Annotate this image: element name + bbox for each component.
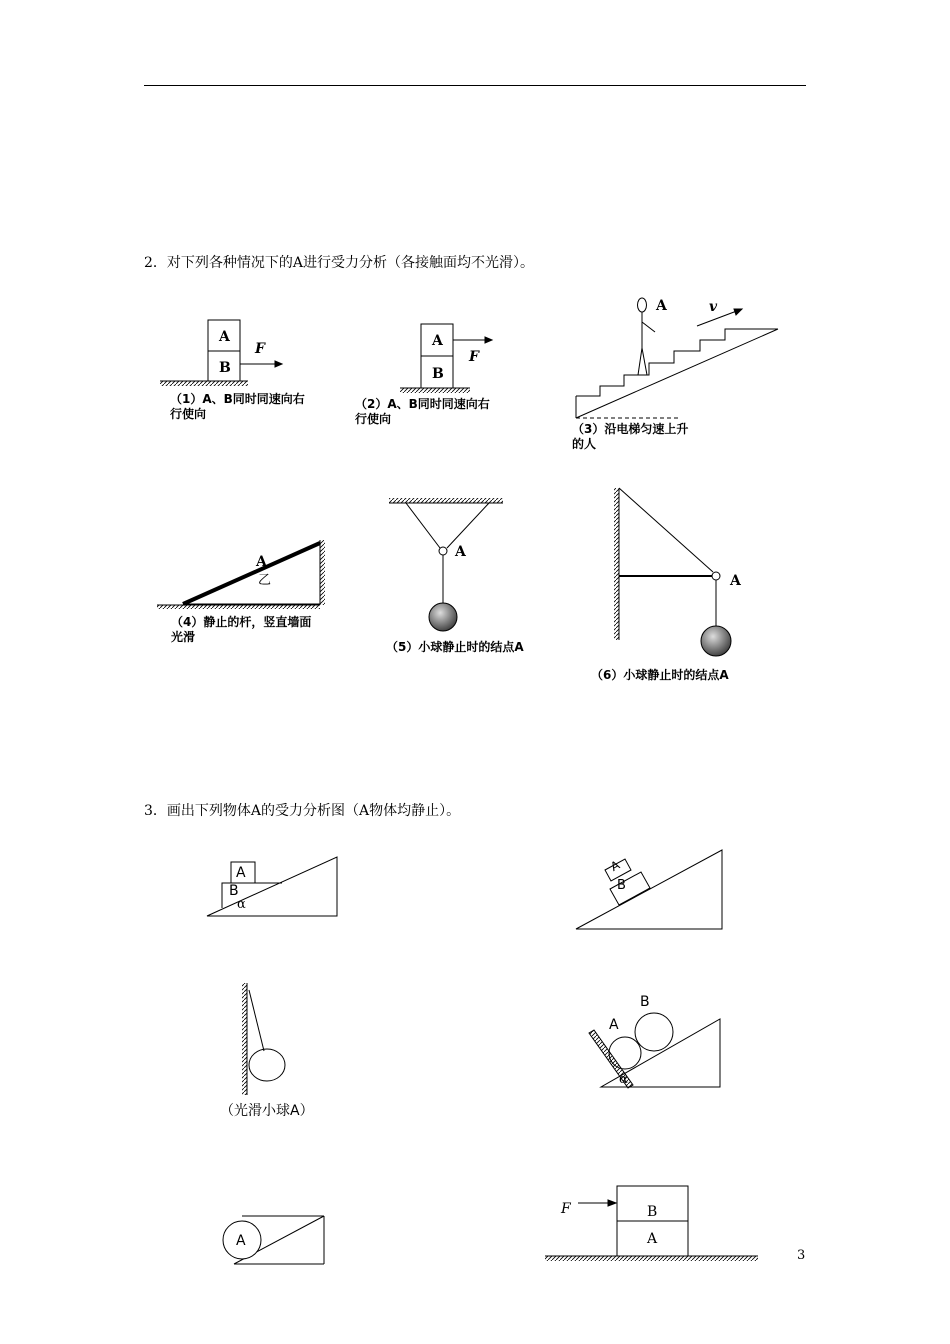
q2-3-label-a: A — [656, 298, 667, 314]
figure-q3-2 — [576, 850, 722, 929]
q3-4-label-alpha: α — [619, 1072, 628, 1087]
question-3-title: 3．画出下列物体A的受力分析图（A物体均静止）。 — [144, 803, 461, 819]
q2-6-ball — [701, 626, 731, 656]
q3-1-label-a: A — [236, 865, 246, 881]
q2-5-caption: （5）小球静止时的结点A — [386, 640, 524, 654]
figure-q2-6 — [614, 488, 720, 640]
q3-1-label-alpha: α — [237, 897, 246, 912]
q2-3-caption: （3）沿电梯匀速上升 的人 — [572, 422, 689, 451]
q2-1-caption: （1）A、B同时同速向右 行使向 — [170, 392, 305, 421]
q2-4-label-b: 乙 — [258, 573, 272, 588]
q3-3-caption: （光滑小球A） — [220, 1103, 314, 1119]
figure-q3-1 — [207, 857, 337, 916]
q2-1-label-f: F — [255, 341, 265, 357]
q2-4-caption: （4）静止的杆，竖直墙面 光滑 — [171, 615, 312, 644]
question-2-title: 2．对下列各种情况下的A进行受力分析（各接触面均不光滑）。 — [144, 255, 535, 271]
q2-3-label-v: v — [709, 299, 718, 315]
figure-q2-4 — [157, 540, 325, 609]
q2-1-label-a: A — [219, 329, 230, 345]
figure-q2-3 — [576, 298, 778, 418]
q2-4-label-a: A — [256, 554, 267, 570]
figure-q3-3 — [242, 983, 285, 1095]
q2-2-label-b: B — [432, 366, 444, 382]
q3-4-label-b: B — [640, 994, 650, 1010]
page-number: 3 — [797, 1248, 806, 1263]
q3-5-label-a: A — [236, 1233, 246, 1249]
q2-5-ball — [429, 603, 457, 631]
q3-4-label-a: A — [609, 1017, 619, 1033]
q3-2-label-a: A — [608, 857, 623, 875]
q2-2-caption: （2）A、B同时同速向右 行使向 — [355, 397, 490, 426]
q2-6-label-a: A — [730, 573, 741, 589]
q3-2-label-b: B — [617, 878, 626, 893]
q2-2-label-f: F — [469, 349, 479, 365]
q2-6-caption: （6）小球静止时的结点A — [591, 668, 729, 682]
figure-q2-5 — [389, 498, 503, 604]
figure-q3-6 — [545, 1186, 758, 1261]
q3-6-label-f: F — [561, 1201, 571, 1217]
q3-6-label-b: B — [647, 1204, 658, 1220]
q3-1-label-b: B — [229, 883, 239, 899]
q3-6-label-a: A — [647, 1231, 658, 1247]
q2-5-label-a: A — [455, 544, 466, 560]
q2-2-label-a: A — [432, 333, 443, 349]
q2-1-label-b: B — [219, 360, 231, 376]
